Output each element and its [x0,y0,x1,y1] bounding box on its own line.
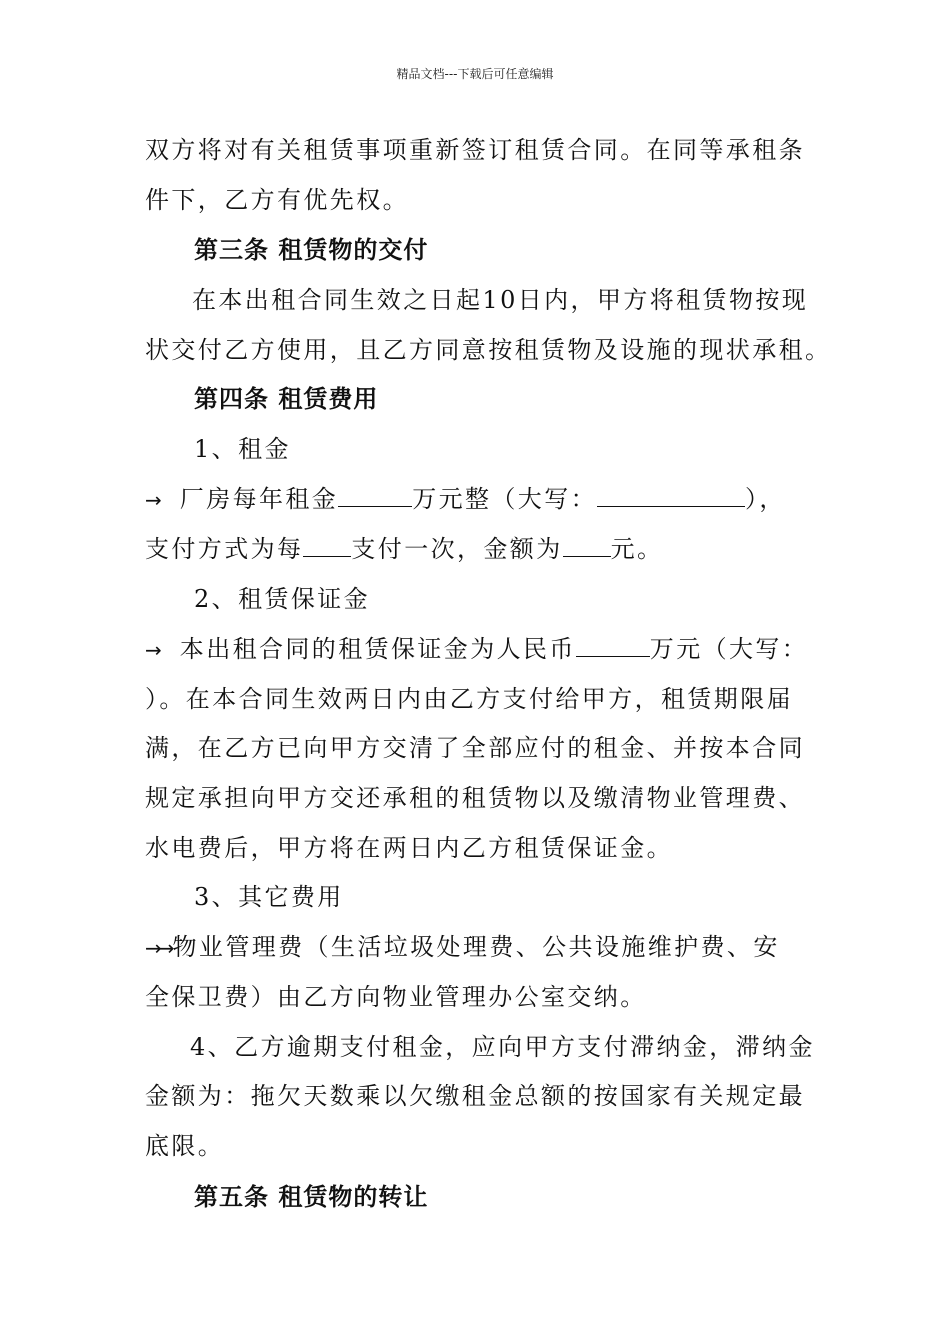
tab-arrow-icon: →→ [145,936,171,960]
paragraph-line: 满，在乙方已向甲方交清了全部应付的租金、并按本合同 [145,734,805,762]
paragraph-line: 底限。 [145,1132,225,1160]
line-text: 物业管理费（生活垃圾处理费、公共设施维护费、安 [172,933,780,961]
line-text: 厂房每年租金 [179,485,339,513]
deposit-amount-line [145,634,808,665]
paragraph-line: 双方将对有关租赁事项重新签订租赁合同。在同等承租条 [145,136,805,164]
tab-arrow-icon: → [145,488,158,512]
line-text: 支付一次，金额为 [351,535,563,563]
subsection-rent: 1、租金 [194,435,291,463]
subsection-other-fees: 3、其它费用 [194,883,344,911]
line-text: 本出租合同的租赁保证金为人民币 [179,635,576,663]
fill-blank [563,534,611,557]
section-heading-3: 第三条 租赁物的交付 [194,236,429,264]
paragraph-line: ）。在本合同生效两日内由乙方支付给甲方，租赁期限届 [145,685,793,713]
page-header: 精品文档---下载后可任意编辑 [396,67,554,81]
property-fee-line [145,932,780,963]
fill-blank [576,634,650,657]
paragraph-line: 全保卫费）由乙方向物业管理办公室交纳。 [145,983,647,1011]
fill-blank [338,484,412,507]
paragraph-line: 件下，乙方有优先权。 [145,186,409,214]
fill-blank [303,534,351,557]
paragraph-line: 金额为：拖欠天数乘以欠缴租金总额的按国家有关规定最 [145,1082,805,1110]
tab-arrow-icon: → [145,638,158,662]
paragraph-line: 规定承担向甲方交还承租的租赁物以及缴清物业管理费、 [145,784,805,812]
fill-blank [597,484,745,507]
line-text: ）， [745,485,786,513]
line-text: 万元整（大写： [412,485,598,513]
paragraph-line: 在本出租合同生效之日起10日内，甲方将租赁物按现 [192,286,809,314]
paragraph-line: 状交付乙方使用，且乙方同意按租赁物及设施的现状承租。 [145,336,832,364]
line-text: 元。 [610,535,664,563]
line-text: 支付方式为每 [145,535,304,563]
section-heading-4: 第四条 租赁费用 [194,385,379,413]
paragraph-line: 水电费后，甲方将在两日内乙方租赁保证金。 [145,834,673,862]
line-text: 万元（大写： [649,635,809,663]
subsection-deposit: 2、租赁保证金 [194,585,371,613]
payment-method-line [145,534,663,564]
section-heading-5: 第五条 租赁物的转让 [194,1183,429,1211]
rent-amount-line [145,484,786,515]
paragraph-line: 4、乙方逾期支付租金，应向甲方支付滞纳金，滞纳金 [190,1033,815,1061]
